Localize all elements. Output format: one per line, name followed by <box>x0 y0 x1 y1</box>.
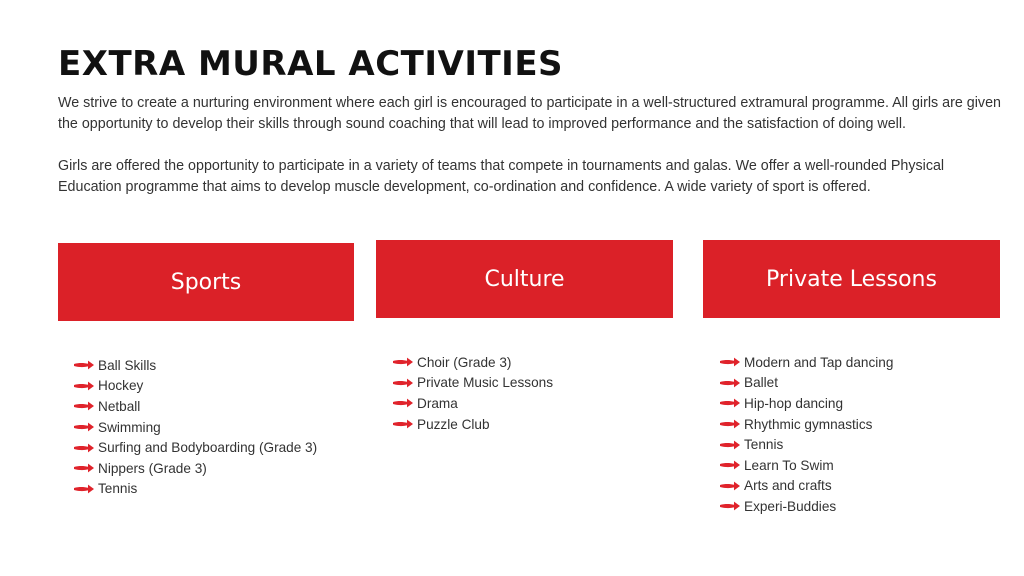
list-item-label: Rhythmic gymnastics <box>744 416 873 432</box>
list-item-label: Choir (Grade 3) <box>417 354 512 370</box>
arrow-right-icon <box>392 377 414 389</box>
list-item-label: Modern and Tap dancing <box>744 354 894 370</box>
sports-list <box>73 355 317 499</box>
list-item-label: Swimming <box>98 419 161 435</box>
arrow-right-icon <box>73 380 95 392</box>
list-item-label: Arts and crafts <box>744 478 832 494</box>
list-item <box>719 352 893 373</box>
arrow-right-icon <box>73 400 95 412</box>
arrow-right-icon <box>719 418 741 430</box>
list-item-label: Netball <box>98 398 141 414</box>
list-item <box>719 414 893 435</box>
list-item-label: Hip-hop dancing <box>744 395 843 411</box>
arrow-right-icon <box>73 421 95 433</box>
list-item <box>73 355 317 376</box>
list-item-label: Surfing and Bodyboarding (Grade 3) <box>98 440 318 456</box>
arrow-right-icon <box>719 500 741 512</box>
list-item-label: Learn To Swim <box>744 457 834 473</box>
list-item-label: Nippers (Grade 3) <box>98 460 207 476</box>
page-title: EXTRA MURAL ACTIVITIES <box>58 44 564 84</box>
list-item-label: Tennis <box>98 481 138 497</box>
arrow-right-icon <box>392 418 414 430</box>
arrow-right-icon <box>719 397 741 409</box>
arrow-right-icon <box>719 377 741 389</box>
list-item <box>719 393 893 414</box>
list-item-label: Private Music Lessons <box>417 375 553 391</box>
list-item-label: Ballet <box>744 375 779 391</box>
intro-paragraph: Girls are offered the opportunity to participate in a variety of teams that compete in tournaments and galas. We offer a well-rounded Physical Education programme that aims to develop muscle development, co-ordination and confidence. A wide variety of sport is offered. <box>58 158 945 195</box>
private-lessons-header: Private Lessons <box>703 240 1000 318</box>
list-item <box>73 376 317 397</box>
private-lessons-list <box>719 352 893 517</box>
intro-text <box>58 93 1008 198</box>
list-item-label: Puzzle Club <box>417 416 490 432</box>
list-item <box>392 393 553 414</box>
sports-header: Sports <box>58 243 354 321</box>
arrow-right-icon <box>73 359 95 371</box>
list-item <box>73 396 317 417</box>
arrow-right-icon <box>719 439 741 451</box>
list-item-label: Tennis <box>744 437 784 453</box>
arrow-right-icon <box>73 442 95 454</box>
arrow-right-icon <box>719 356 741 368</box>
list-item <box>73 458 317 479</box>
list-item <box>73 417 317 438</box>
list-item <box>392 414 553 435</box>
list-item <box>719 455 893 476</box>
list-item <box>719 373 893 394</box>
list-item-label: Drama <box>417 395 458 411</box>
list-item <box>392 352 553 373</box>
list-item <box>719 496 893 517</box>
list-item-label: Hockey <box>98 378 144 394</box>
list-item <box>719 434 893 455</box>
intro-paragraph: We strive to create a nurturing environment where each girl is encouraged to participate in a well-structured extramural programme. All girls are given the opportunity to develop their skills through sound coaching that will lead to improved performance and the satisfaction of doing well. <box>58 95 1001 132</box>
culture-header: Culture <box>376 240 673 318</box>
arrow-right-icon <box>73 483 95 495</box>
list-item <box>719 476 893 497</box>
list-item-label: Ball Skills <box>98 357 157 373</box>
list-item-label: Experi-Buddies <box>744 498 837 514</box>
list-item <box>73 437 317 458</box>
arrow-right-icon <box>719 459 741 471</box>
culture-list <box>392 352 553 434</box>
arrow-right-icon <box>392 397 414 409</box>
list-item <box>73 479 317 500</box>
arrow-right-icon <box>719 480 741 492</box>
list-item <box>392 373 553 394</box>
arrow-right-icon <box>392 356 414 368</box>
arrow-right-icon <box>73 462 95 474</box>
